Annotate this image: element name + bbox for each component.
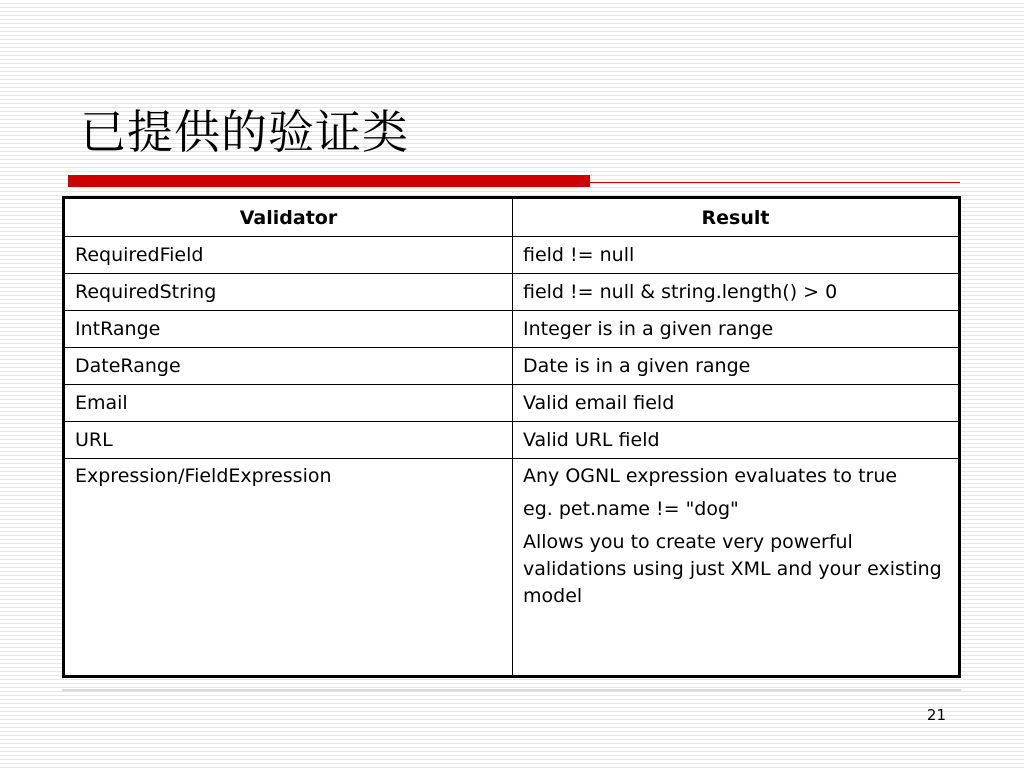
result-cell <box>513 459 959 676</box>
title-underline-bar <box>68 175 590 187</box>
result-cell: field != null <box>513 237 959 274</box>
validators-table <box>62 196 961 678</box>
table-row <box>65 237 959 274</box>
footer-rule <box>62 689 961 691</box>
result-line: Any OGNL expression evaluates to true <box>523 465 898 487</box>
table-row <box>65 348 959 385</box>
validator-cell: RequiredString <box>65 274 513 311</box>
result-line: Allows you to create very powerful validations using just XML and your existing model <box>523 531 942 607</box>
header-result: Result <box>513 199 959 237</box>
validator-cell: URL <box>65 422 513 459</box>
page-number: 21 <box>926 706 946 724</box>
result-cell: Valid URL field <box>513 422 959 459</box>
slide-title: 已提供的验证类 <box>80 105 409 159</box>
validator-cell: DateRange <box>65 348 513 385</box>
table-row <box>65 385 959 422</box>
table-row <box>65 274 959 311</box>
validator-cell: Email <box>65 385 513 422</box>
table-row <box>65 311 959 348</box>
header-validator: Validator <box>65 199 513 237</box>
validator-cell: IntRange <box>65 311 513 348</box>
result-cell: Date is in a given range <box>513 348 959 385</box>
result-line: eg. pet.name != "dog" <box>523 498 739 520</box>
table-row <box>65 422 959 459</box>
title-underline-thin <box>590 182 960 183</box>
validator-cell: RequiredField <box>65 237 513 274</box>
result-cell: Integer is in a given range <box>513 311 959 348</box>
table-row <box>65 459 959 676</box>
result-cell: field != null & string.length() > 0 <box>513 274 959 311</box>
table-header-row <box>65 199 959 237</box>
validator-label: Expression/FieldExpression <box>75 465 332 487</box>
validator-cell <box>65 459 513 676</box>
result-cell: Valid email field <box>513 385 959 422</box>
